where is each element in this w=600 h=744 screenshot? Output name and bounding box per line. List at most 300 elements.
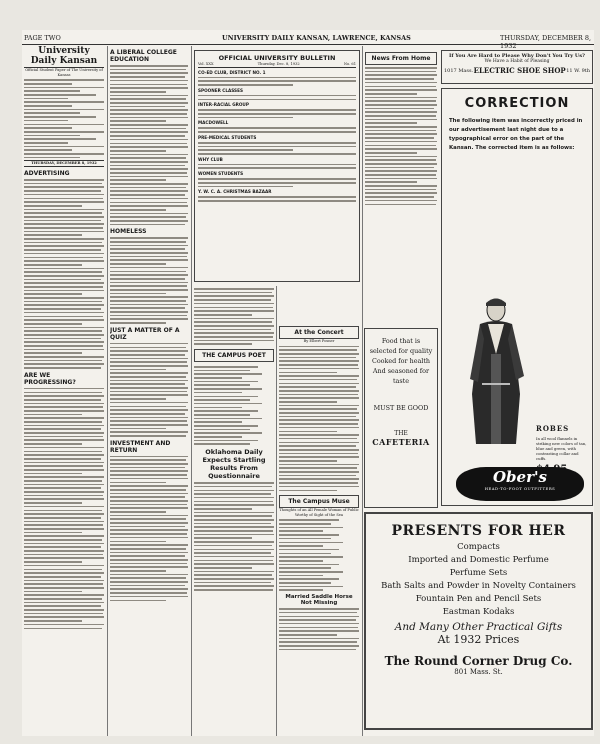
text-line xyxy=(110,69,186,71)
text-line xyxy=(279,486,359,488)
text-line xyxy=(110,365,188,367)
text-line xyxy=(110,278,185,280)
text-line xyxy=(24,620,82,622)
bulletin-item-body xyxy=(198,95,356,100)
text-line xyxy=(24,609,104,611)
text-line xyxy=(279,475,356,477)
text-line xyxy=(365,170,437,172)
text-line xyxy=(24,127,72,129)
robe-description: In all wool flannels in striking new colors of tan, blue and green, with contrasting collar and cuffs. xyxy=(536,436,587,461)
text-line xyxy=(279,649,356,651)
text-line xyxy=(198,80,356,82)
text-line xyxy=(24,293,82,295)
text-line xyxy=(194,560,273,562)
folio-date: THURSDAY, DECEMBER 8, 1932 xyxy=(500,34,592,50)
article-body xyxy=(194,482,274,591)
robe-illustration-icon xyxy=(458,294,534,449)
presents-tagline: And Many Other Practical Gifts xyxy=(394,621,563,633)
text-line xyxy=(24,90,80,92)
text-line xyxy=(194,307,273,309)
gift-item: Imported and Domestic Perfume xyxy=(408,555,549,565)
text-line xyxy=(24,297,104,299)
text-line xyxy=(110,529,188,531)
text-line xyxy=(279,368,359,370)
text-line xyxy=(24,153,104,155)
text-line xyxy=(279,638,359,640)
text-line xyxy=(110,271,186,273)
text-line xyxy=(24,367,101,369)
text-line xyxy=(24,183,102,185)
text-line xyxy=(24,286,103,288)
text-line xyxy=(365,181,417,183)
text-line xyxy=(110,463,188,465)
article-body xyxy=(24,388,104,629)
text-line xyxy=(279,519,339,521)
text-line xyxy=(279,442,359,444)
text-line xyxy=(365,104,437,106)
text-line xyxy=(194,490,274,492)
bulletin-meta xyxy=(198,62,356,68)
text-line xyxy=(198,77,356,79)
text-line xyxy=(24,476,104,478)
text-line xyxy=(24,301,102,303)
text-line xyxy=(279,349,357,351)
text-line xyxy=(24,253,104,255)
text-line xyxy=(279,390,359,392)
text-line xyxy=(24,349,104,351)
text-line xyxy=(24,565,104,567)
text-line xyxy=(24,194,104,196)
text-line xyxy=(194,512,274,514)
text-line xyxy=(110,179,166,181)
text-line xyxy=(110,552,188,554)
text-line xyxy=(24,535,104,537)
text-line xyxy=(365,152,417,154)
text-line xyxy=(110,431,188,433)
text-line xyxy=(24,487,101,489)
text-line xyxy=(365,148,437,150)
text-line xyxy=(24,149,72,151)
text-line xyxy=(279,372,337,374)
text-line xyxy=(279,560,323,562)
text-line xyxy=(110,537,188,539)
text-line xyxy=(24,304,104,306)
text-line xyxy=(194,310,274,312)
article-body xyxy=(279,346,359,491)
text-line xyxy=(24,212,102,214)
text-line xyxy=(24,157,80,159)
text-line xyxy=(194,340,274,342)
text-line xyxy=(198,117,293,119)
text-line xyxy=(194,571,274,573)
text-line xyxy=(194,504,274,506)
text-line xyxy=(110,198,188,200)
text-line xyxy=(279,575,323,577)
text-line xyxy=(194,336,273,338)
text-line xyxy=(110,406,186,408)
text-line xyxy=(110,172,187,174)
text-line xyxy=(110,369,166,371)
text-line xyxy=(110,209,166,211)
text-line xyxy=(279,478,359,480)
text-line xyxy=(194,537,252,539)
headline-homeless: HOMELESS xyxy=(110,228,147,236)
text-line xyxy=(24,410,104,412)
text-line xyxy=(279,386,356,388)
article-body xyxy=(365,67,437,205)
text-line xyxy=(110,496,185,498)
headline-progressing: ARE WE PROGRESSING? xyxy=(24,371,76,386)
text-line xyxy=(194,421,242,423)
text-line xyxy=(279,353,359,355)
text-line xyxy=(279,434,359,436)
gift-item: Bath Salts and Powder in Novelty Containers xyxy=(381,581,576,591)
text-line xyxy=(365,167,434,169)
campus-poet-box xyxy=(194,349,274,362)
text-line xyxy=(365,97,437,99)
text-line xyxy=(110,592,187,594)
text-line xyxy=(279,383,359,385)
text-line xyxy=(194,343,252,345)
text-line xyxy=(110,478,188,480)
text-line xyxy=(110,135,185,137)
text-line xyxy=(279,416,356,418)
text-line xyxy=(24,480,102,482)
text-line xyxy=(110,131,188,133)
text-line xyxy=(110,154,188,156)
text-line xyxy=(24,458,101,460)
text-line xyxy=(24,591,82,593)
text-line xyxy=(110,248,185,250)
text-line xyxy=(279,360,359,362)
text-line xyxy=(110,485,188,487)
text-line xyxy=(110,413,185,415)
text-line xyxy=(110,507,188,509)
correction-text: The following item was incorrectly priced in our advertisement last night due to a typographical error on the part of the Kansan. The corrected item is as follows: xyxy=(449,118,583,151)
text-line xyxy=(279,408,357,410)
text-line xyxy=(279,545,323,547)
text-line xyxy=(365,126,437,128)
text-line xyxy=(24,454,104,456)
text-line xyxy=(110,372,188,374)
text-line xyxy=(24,406,103,408)
text-line xyxy=(24,517,101,519)
shoe-ad-name: ELECTRIC SHOE SHOP xyxy=(473,66,566,75)
headline-quiz: JUST A MATTER OF A QUIZ xyxy=(110,326,180,341)
text-line xyxy=(365,119,437,121)
text-line xyxy=(110,322,166,324)
text-line xyxy=(279,589,323,591)
text-line xyxy=(24,109,104,111)
text-line xyxy=(24,510,102,512)
news-home-box xyxy=(365,52,437,65)
text-line xyxy=(279,453,358,455)
text-line xyxy=(110,311,188,313)
text-line xyxy=(194,414,250,416)
official-bulletin xyxy=(194,50,360,282)
text-line xyxy=(365,196,434,198)
text-line xyxy=(110,256,187,258)
text-line xyxy=(365,156,437,158)
campus-muse-title: The Campus Muse xyxy=(288,498,350,506)
text-line xyxy=(279,564,339,566)
text-line xyxy=(24,216,104,218)
column-rule xyxy=(276,286,277,736)
text-line xyxy=(365,89,437,91)
obers-logo xyxy=(448,467,588,503)
text-line xyxy=(24,341,104,343)
bulletin-number: No. 61 xyxy=(343,62,356,66)
text-line xyxy=(279,553,331,555)
text-line xyxy=(194,366,258,368)
text-line xyxy=(110,84,187,86)
text-line xyxy=(198,142,356,144)
text-line xyxy=(24,546,101,548)
text-line xyxy=(194,589,273,591)
text-line xyxy=(279,357,356,359)
text-line xyxy=(110,213,188,215)
text-line xyxy=(110,72,188,74)
text-line xyxy=(194,292,272,294)
headline-investment: INVESTMENT AND RETURN xyxy=(110,439,171,454)
text-line xyxy=(279,401,337,403)
text-line xyxy=(279,542,343,544)
text-line xyxy=(110,263,166,265)
text-line xyxy=(279,530,323,532)
news-home-title: News From Home xyxy=(371,55,431,62)
text-line xyxy=(24,513,104,515)
text-line xyxy=(24,179,104,181)
text-line xyxy=(24,98,68,100)
headline-saddle-horse: Married Saddle Horse Not Missing xyxy=(285,594,353,607)
text-line xyxy=(198,109,356,111)
text-line xyxy=(24,94,96,96)
text-line xyxy=(110,296,188,298)
text-line xyxy=(279,523,331,525)
text-line xyxy=(24,242,102,244)
text-line xyxy=(198,186,293,188)
text-line xyxy=(194,384,250,386)
text-line xyxy=(279,586,343,588)
article-body xyxy=(110,65,188,225)
text-line xyxy=(194,552,271,554)
text-line xyxy=(24,524,103,526)
text-line xyxy=(110,102,188,104)
text-line xyxy=(24,484,104,486)
text-line xyxy=(194,432,262,434)
newspaper-page xyxy=(22,30,594,736)
text-line xyxy=(279,419,359,421)
text-line xyxy=(110,183,188,185)
text-line xyxy=(365,78,434,80)
text-line xyxy=(110,456,188,458)
bulletin-heading: CO-ED CLUB, DISTRICT NO. 1 xyxy=(198,69,266,75)
text-line xyxy=(198,113,356,115)
text-line xyxy=(194,377,242,379)
text-line xyxy=(110,588,188,590)
text-line xyxy=(365,71,436,73)
text-line xyxy=(24,502,82,504)
text-line xyxy=(24,624,104,626)
text-line xyxy=(194,295,274,297)
text-line xyxy=(279,641,357,643)
article-body xyxy=(110,456,188,601)
text-line xyxy=(194,541,274,543)
text-line xyxy=(110,354,185,356)
text-line xyxy=(365,141,437,143)
text-line xyxy=(198,99,356,101)
text-line xyxy=(110,420,187,422)
poem-body xyxy=(279,519,359,591)
gift-item: Fountain Pen and Pencil Sets xyxy=(415,594,542,604)
text-line xyxy=(110,76,185,78)
text-line xyxy=(110,493,188,495)
cafeteria-must: MUST BE GOOD xyxy=(373,404,429,412)
text-line xyxy=(110,220,188,222)
text-line xyxy=(24,399,101,401)
text-line xyxy=(194,373,262,375)
bulletin-item-body xyxy=(198,142,356,155)
text-line xyxy=(24,275,104,277)
text-line xyxy=(110,318,188,320)
text-line xyxy=(198,131,356,133)
text-line xyxy=(194,585,274,587)
text-line xyxy=(194,508,252,510)
text-line xyxy=(24,220,101,222)
text-line xyxy=(24,439,104,441)
text-line xyxy=(110,165,185,167)
text-line xyxy=(110,428,166,430)
text-line xyxy=(279,534,339,536)
article-body xyxy=(279,608,359,650)
text-line xyxy=(24,569,102,571)
text-line xyxy=(110,150,166,152)
text-line xyxy=(365,163,437,165)
text-line xyxy=(24,443,82,445)
gift-item: Eastman Kodaks xyxy=(442,607,515,617)
text-line xyxy=(110,168,188,170)
text-line xyxy=(365,130,436,132)
bulletin-volume: Vol. XXX xyxy=(198,62,214,66)
concert-title: At the Concert xyxy=(294,329,344,336)
text-line xyxy=(24,268,104,270)
shoe-ad-line2: We Have a Habit of Pleasing xyxy=(484,59,550,64)
poem-body xyxy=(194,366,274,445)
text-line xyxy=(110,548,186,550)
text-line xyxy=(24,227,103,229)
text-line xyxy=(24,572,104,574)
text-line xyxy=(110,245,188,247)
text-line xyxy=(198,167,356,169)
text-line xyxy=(110,376,186,378)
text-line xyxy=(194,574,272,576)
text-line xyxy=(24,101,104,103)
text-line xyxy=(198,196,356,198)
bulletin-title: OFFICIAL UNIVERSITY BULLETIN xyxy=(218,54,336,62)
text-line xyxy=(365,82,437,84)
text-line xyxy=(24,587,104,589)
shoe-ad-line1: If You Are Hard to Please Why Don't You Try Us? xyxy=(449,53,585,59)
text-line xyxy=(24,495,103,497)
text-line xyxy=(110,315,187,317)
article-body xyxy=(194,288,274,345)
text-line xyxy=(110,139,188,141)
text-line xyxy=(24,628,102,630)
text-line xyxy=(24,146,104,148)
text-line xyxy=(24,238,104,240)
text-line xyxy=(279,467,357,469)
text-line xyxy=(194,329,271,331)
text-line xyxy=(24,79,104,81)
article-body xyxy=(24,179,104,369)
text-line xyxy=(110,98,186,100)
text-line xyxy=(110,424,188,426)
text-line xyxy=(279,582,331,584)
text-line xyxy=(110,128,186,130)
text-line xyxy=(110,577,186,579)
text-line xyxy=(24,245,104,247)
text-line xyxy=(194,299,271,301)
text-line xyxy=(24,602,104,604)
text-line xyxy=(24,465,103,467)
column-rule xyxy=(362,46,363,736)
text-line xyxy=(279,608,359,610)
text-line xyxy=(110,380,188,382)
text-line xyxy=(279,431,337,433)
text-line xyxy=(110,518,186,520)
bulletin-heading: Y. W. C. A. CHRISTMAS BAZAAR xyxy=(198,189,272,195)
bulletin-heading: WOMEN STUDENTS xyxy=(198,171,244,177)
bulletin-item-body xyxy=(198,164,356,169)
text-line xyxy=(279,619,356,621)
text-line xyxy=(24,142,68,144)
text-line xyxy=(110,146,188,148)
campus-muse-subhead: Thoughts of an All Female Woman of Public Worthy of Sight of the Sea xyxy=(279,508,359,517)
text-line xyxy=(24,554,103,556)
text-line xyxy=(110,526,185,528)
text-line xyxy=(24,205,82,207)
text-line xyxy=(194,526,274,528)
text-line xyxy=(198,182,356,184)
masthead: University Daily Kansan xyxy=(24,46,104,68)
text-line xyxy=(110,417,188,419)
text-line xyxy=(110,581,188,583)
bulletin-heading: INTER-RACIAL GROUP xyxy=(198,102,249,108)
text-line xyxy=(24,124,104,126)
text-line xyxy=(24,598,102,600)
text-line xyxy=(110,394,188,396)
text-line xyxy=(110,358,188,360)
text-line xyxy=(110,559,188,561)
text-line xyxy=(279,538,331,540)
concert-byline: By Elbert Posner xyxy=(303,339,335,343)
text-line xyxy=(110,504,187,506)
text-line xyxy=(110,289,188,291)
text-line xyxy=(110,143,187,145)
text-line xyxy=(279,460,337,462)
text-line xyxy=(194,515,272,517)
text-line xyxy=(198,146,356,148)
text-line xyxy=(365,192,437,194)
bulletin-item-body xyxy=(198,77,356,86)
text-line xyxy=(24,234,82,236)
text-line xyxy=(110,489,186,491)
text-line xyxy=(194,436,242,438)
column-1 xyxy=(24,46,104,736)
text-line xyxy=(194,381,258,383)
text-line xyxy=(279,375,359,377)
text-line xyxy=(24,112,80,114)
